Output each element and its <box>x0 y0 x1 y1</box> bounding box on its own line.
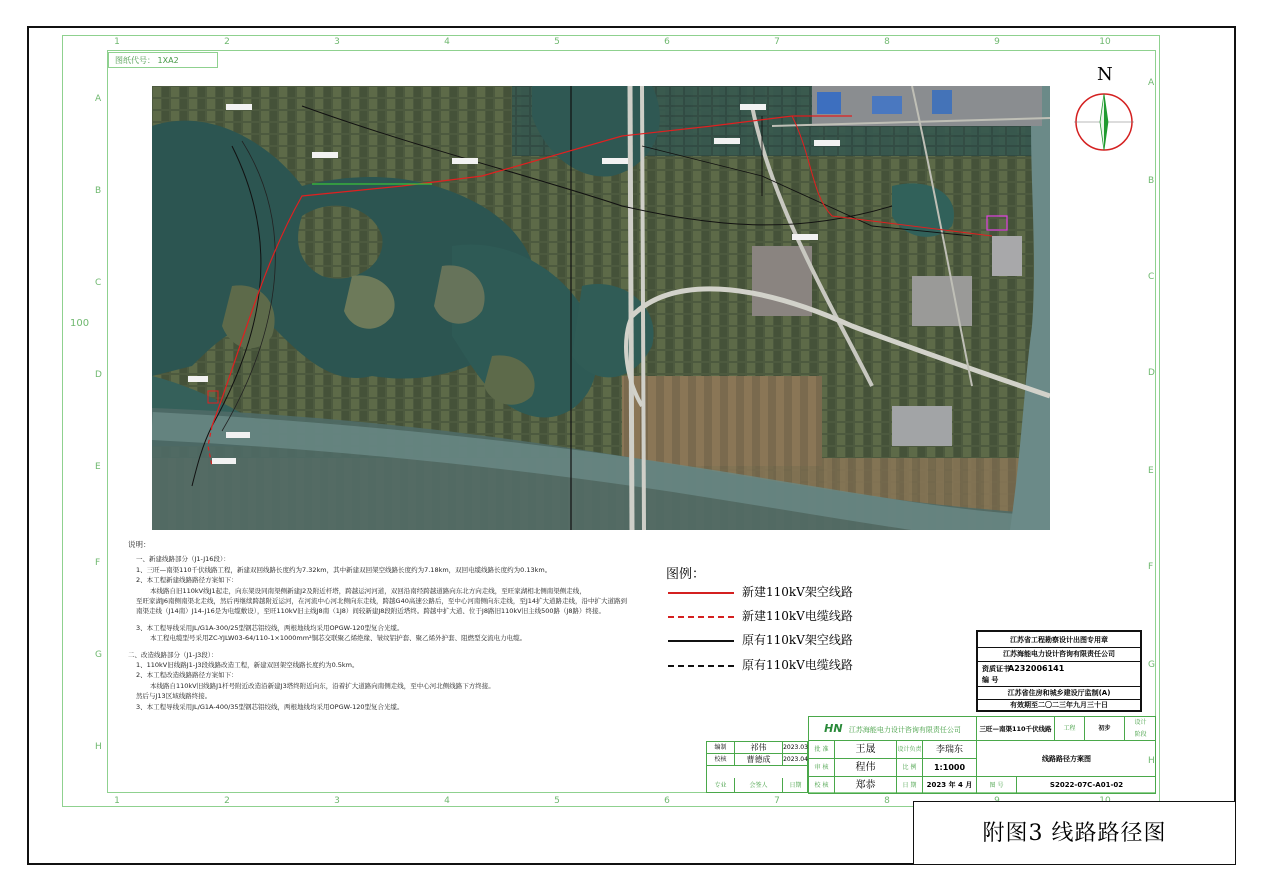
row-letter: A <box>95 94 102 104</box>
note-line: 1、三旺—南渠110千伏线路工程，新建双回线路长度约为7.32km，其中新建双回架空线路长度约为7.18km，双回电缆线路长度约为0.13km。 <box>136 565 552 574</box>
legend-label: 新建110kV电缆线路 <box>742 609 853 623</box>
design-stage-label <box>1125 717 1156 741</box>
col-num: 10 <box>1099 37 1111 47</box>
satellite-map[interactable] <box>152 86 1050 530</box>
col-num: 6 <box>664 37 670 47</box>
sign-name: 会签人 <box>735 778 783 793</box>
col-num: 6 <box>664 796 670 806</box>
note-line: 南渠走线（J14南）J14-J16是为电缆敷设），至旺110kV旧主线J8南（1J8）间较新建J8段附近塔终。跨越中扩大道、位于J8路旧110kV旧主线500路（J8路）终接。 <box>136 607 606 616</box>
row-letter: B <box>1148 176 1155 186</box>
col-num: 1 <box>114 37 120 47</box>
stamp-cert-label2: 编 号 <box>982 676 999 684</box>
sign-date: 2023.04 <box>783 754 809 766</box>
legend-swatch <box>668 616 734 618</box>
note-line: 1、110kV旧线路J1-J3段线路改造工程，新建双回架空线路长度约为0.5km。 <box>136 661 359 670</box>
legend-swatch <box>668 592 734 594</box>
legend-label: 原有110kV电缆线路 <box>742 658 853 672</box>
col-num: 1 <box>114 796 120 806</box>
company-name <box>809 717 977 741</box>
col-num: 3 <box>334 796 340 806</box>
col-num: 2 <box>224 796 230 806</box>
scale-value: 1:1000 <box>923 759 977 777</box>
col-num: 4 <box>444 796 450 806</box>
note-line: 3、本工程导线采用JL/G1A-300/25型钢芯铝绞线，两根地线均采用OPGW-120型复合光缆。 <box>136 623 404 632</box>
row-letter: F <box>95 558 101 568</box>
stamp-line2: 江苏海能电力设计咨询有限责任公司 <box>978 648 1140 662</box>
stamp-line5: 有效期至二〇二三年九月三十日 <box>1010 701 1108 709</box>
row-letter: E <box>1148 466 1154 476</box>
col-num: 8 <box>884 37 890 47</box>
stamp-line1: 江苏省工程勘察设计出图专用章 <box>978 634 1140 648</box>
project-name: 三旺—南渠110千伏线路 <box>977 717 1055 741</box>
map-graphic <box>152 86 1050 530</box>
date-label: 日 期 <box>897 777 923 794</box>
design-notes <box>128 540 668 712</box>
drawing-name: 线路路径方案图 <box>977 741 1156 777</box>
col-num: 5 <box>554 37 560 47</box>
legend-label: 新建110kV架空线路 <box>742 585 853 599</box>
compass-north-label: N <box>1097 64 1113 85</box>
legend-label: 原有110kV架空线路 <box>742 633 853 647</box>
reviewer-signature: 程伟 <box>835 759 897 777</box>
row-letter: E <box>95 462 101 472</box>
drawing-code-value: 1XA2 <box>157 56 179 65</box>
phase-value: 初步 <box>1085 717 1125 741</box>
row-letter: B <box>95 186 102 196</box>
legend-item-existing-overhead <box>668 631 868 651</box>
legend-item-new-overhead <box>668 583 868 603</box>
drawing-no-label: 图 号 <box>977 777 1017 794</box>
note-line: 至旺家湖J6南侧南渠北走线，然后再继续跨越附近运河，在河流中心河北侧向东走线，跨越G40高速公路后，至中心河南侧向东走线，至J14扩大道路走线，沿中扩大道路到 <box>136 597 628 606</box>
row-letter: A <box>1148 78 1155 88</box>
right-label-design-lead: 设计负责 <box>897 741 923 759</box>
phase-label: 工程 <box>1055 717 1085 741</box>
sign-role: 校核 <box>707 754 735 766</box>
approver-signature: 王晟 <box>835 741 897 759</box>
col-num: 5 <box>554 796 560 806</box>
legend-item-new-cable <box>668 607 868 627</box>
stamp-cert-row <box>978 662 1140 687</box>
drawing-code-label: 图纸代号： <box>115 56 155 65</box>
title-block <box>808 716 1156 794</box>
row-label-review: 审 核 <box>809 759 835 777</box>
row-letter: C <box>95 278 102 288</box>
sign-role: 编制 <box>707 742 735 754</box>
stamp-cert-label: 资质证书 <box>982 665 1010 673</box>
col-num: 9 <box>994 37 1000 47</box>
note-line: 2、本工程新建线路路径方案如下： <box>136 576 238 585</box>
figure-title: 附图3 线路路径图 <box>982 821 1167 846</box>
date-value: 2023 年 4 月 <box>923 777 977 794</box>
certification-stamp <box>976 630 1142 712</box>
note-line: 二、改造线路部分（J1-J3段）： <box>128 650 218 659</box>
figure-title-box <box>913 801 1236 865</box>
row-label-check: 校 核 <box>809 777 835 794</box>
note-line: 2、本工程改造线路路径方案如下： <box>136 671 238 680</box>
note-line: 本工程电缆型号采用ZC-YJLW03-64/110-1×1000mm²铜芯交联聚乙烯绝缘、皱纹铝护套、聚乙烯外护套、阻燃型交流电力电缆。 <box>150 634 527 643</box>
row-letter: F <box>1148 562 1154 572</box>
company-logo-icon: HN <box>824 722 843 735</box>
col-num: 2 <box>224 37 230 47</box>
row-letter: D <box>1148 368 1155 378</box>
stamp-cert-number: A232006141 <box>1008 664 1065 673</box>
design-label: 设计 <box>1134 719 1147 726</box>
col-num: 8 <box>884 796 890 806</box>
row-letter: H <box>1148 756 1155 766</box>
row-letter: H <box>95 742 102 752</box>
row-label-approve: 批 准 <box>809 741 835 759</box>
sign-name: 曹德成 <box>735 754 783 766</box>
row-letter: C <box>1148 272 1155 282</box>
note-line: 然后与J13区域线路终接。 <box>136 692 212 701</box>
row-letter: D <box>95 370 102 380</box>
sign-date: 日期 <box>783 778 809 793</box>
note-line: 本线路自旧110kV线J1起走，向东架设同南渠侧新建J2及附近杆塔，跨越运河河道，双回沿南经跨越道路向东北方向走线，至旺家湖相北侧南渠侧走线， <box>150 586 586 595</box>
sign-block <box>706 741 808 793</box>
col-num: 7 <box>774 796 780 806</box>
drawing-code <box>108 52 218 68</box>
col-num: 7 <box>774 37 780 47</box>
sign-name: 祁伟 <box>735 742 783 754</box>
side-mark: 100 <box>70 318 90 329</box>
sign-date: 2023.03 <box>783 742 809 754</box>
checker-signature: 郑恭 <box>835 777 897 794</box>
scale-label: 比 例 <box>897 759 923 777</box>
note-line: 3、本工程导线采用JL/G1A-400/35型钢芯铝绞线，两根地线均采用OPGW-120型复合光缆。 <box>136 702 404 711</box>
col-num: 4 <box>444 37 450 47</box>
legend-swatch <box>668 665 734 667</box>
note-line: 一、新建线路部分（J1-J16段）： <box>136 555 230 564</box>
legend-swatch <box>668 640 734 642</box>
drawing-number: S2022-07C-A01-02 <box>1049 781 1124 789</box>
designer-signature: 李瑞东 <box>923 741 977 759</box>
compass-rose-icon <box>1074 92 1134 152</box>
note-line: 本线路自110kV旧线路J1杆号附近改造沿新建J3塔终附近向东，沿着扩大道路向南侧走线，至中心河北侧线路下方终接。 <box>150 681 495 690</box>
stamp-line4: 江苏省住房和城乡建设厅监制(A) <box>978 687 1140 700</box>
stage-label: 阶段 <box>1134 731 1147 738</box>
sign-role: 专业 <box>707 778 735 793</box>
row-letter: G <box>95 650 102 660</box>
notes-heading: 说明： <box>128 540 151 549</box>
company-text: 江苏海能电力设计咨询有限责任公司 <box>848 726 961 734</box>
col-num: 3 <box>334 37 340 47</box>
legend-title: 图例： <box>666 567 706 582</box>
row-letter: G <box>1148 660 1155 670</box>
legend-item-existing-cable <box>668 656 868 676</box>
